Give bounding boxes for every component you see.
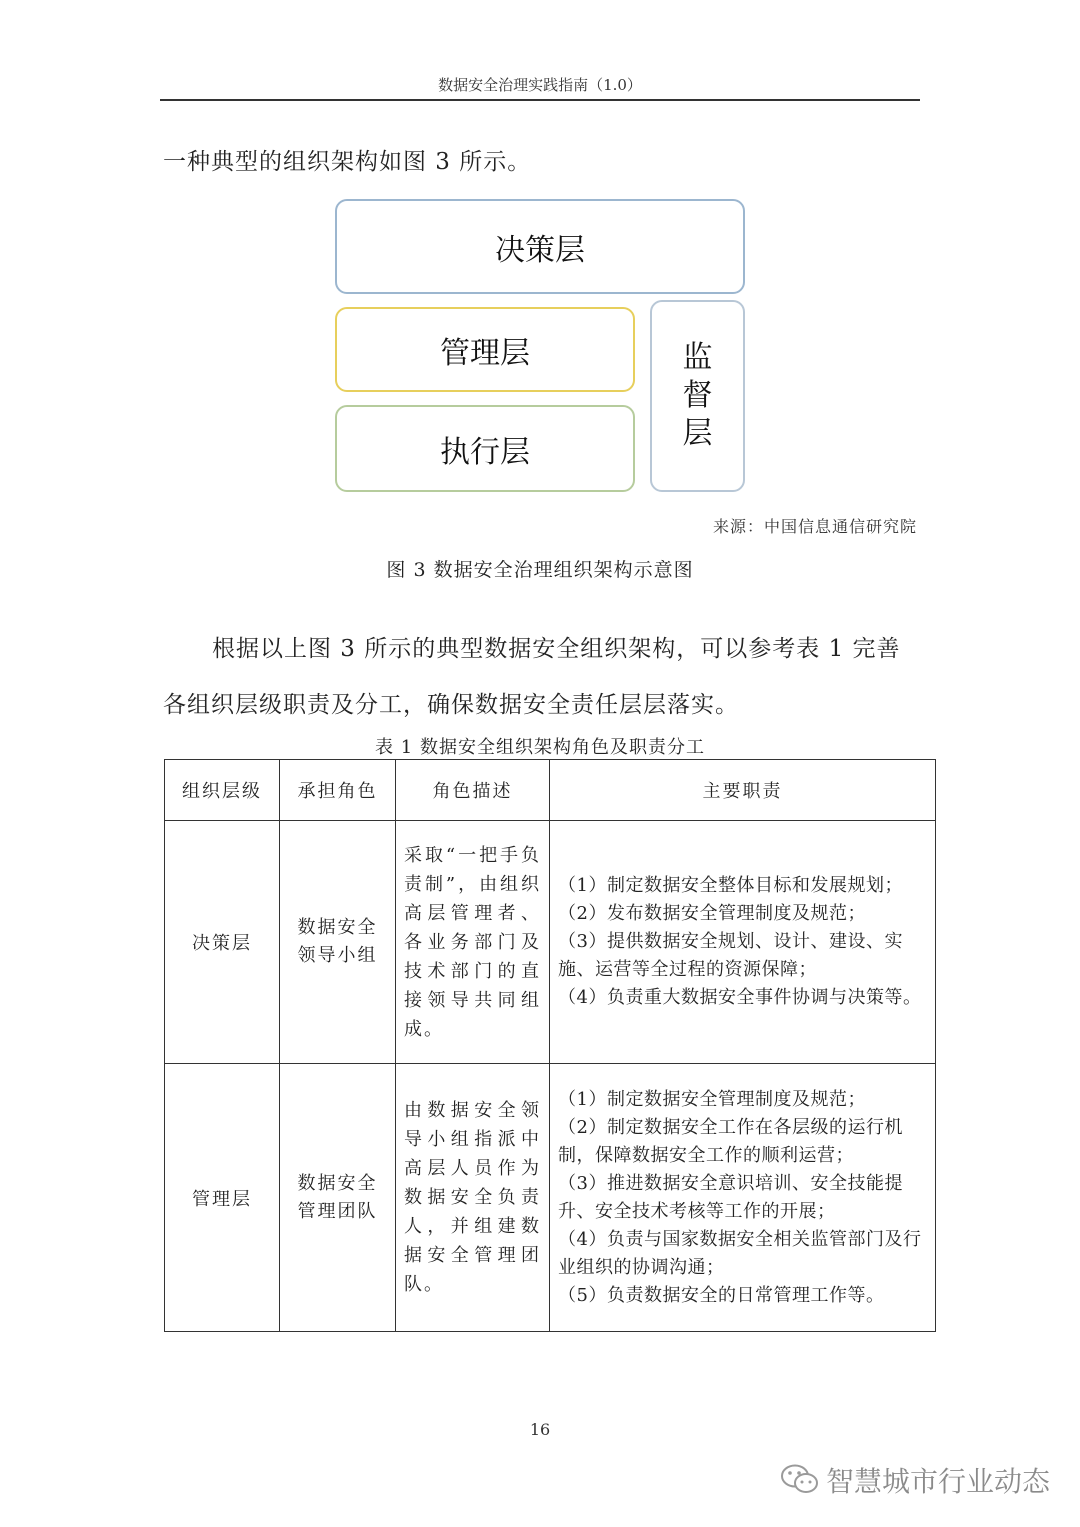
column-header: 承担角色 bbox=[280, 760, 396, 821]
table-row bbox=[165, 1064, 936, 1332]
column-header: 角色描述 bbox=[396, 760, 550, 821]
supervision-char: 监 bbox=[682, 340, 713, 375]
column-header: 组织层级 bbox=[165, 760, 280, 821]
role-line: 数据安全 bbox=[297, 917, 378, 938]
duty-item: （4）负责与国家数据安全相关监管部门及行业组织的协调沟通； bbox=[558, 1228, 922, 1278]
role-line: 领导小组 bbox=[297, 945, 378, 966]
table-row bbox=[165, 821, 936, 1064]
duty-item: （3）提供数据安全规划、设计、建设、实施、运营等全过程的资源保障； bbox=[558, 931, 903, 980]
duty-item: （2）制定数据安全工作在各层级的运行机制，保障数据安全工作的顺利运营； bbox=[558, 1116, 903, 1166]
management-layer-box bbox=[335, 307, 635, 392]
header-rule bbox=[160, 99, 920, 101]
execution-layer-box bbox=[335, 405, 635, 492]
role-line: 数据安全 bbox=[297, 1172, 378, 1194]
duty-item: （1）制定数据安全整体目标和发展规划； bbox=[558, 875, 903, 896]
level-cell: 决策层 bbox=[165, 821, 280, 1064]
description-cell: 由数据安全领导小组指派中高层人员作为数据安全负责人，并组建数据安全管理团队。 bbox=[396, 1064, 550, 1332]
level-cell: 管理层 bbox=[165, 1064, 280, 1332]
intro-paragraph: 一种典型的组织架构如图 3 所示。 bbox=[163, 149, 532, 175]
duties-cell bbox=[550, 1064, 936, 1332]
duty-item: （2）发布数据安全管理制度及规范； bbox=[558, 903, 866, 924]
role-line: 管理团队 bbox=[297, 1200, 378, 1222]
table-caption: 表 1 数据安全组织架构角色及职责分工 bbox=[375, 737, 705, 758]
duty-item: （4）负责重大数据安全事件协调与决策等。 bbox=[558, 987, 922, 1008]
description-cell: 采取“一把手负责制”，由组织高层管理者、各业务部门及技术部门的直接领导共同组成。 bbox=[396, 821, 550, 1064]
supervision-char: 层 bbox=[682, 416, 713, 451]
wechat-icon bbox=[780, 1463, 820, 1497]
execution-layer-label: 执行层 bbox=[440, 434, 530, 470]
role-cell bbox=[280, 1064, 396, 1332]
body-paragraph-line-2: 各组织层级职责及分工，确保数据安全责任层层落实。 bbox=[163, 692, 739, 718]
watermark bbox=[780, 1458, 1050, 1502]
roles-duties-table bbox=[164, 759, 936, 1332]
column-header: 主要职责 bbox=[550, 760, 936, 821]
body-paragraph-line-1: 根据以上图 3 所示的典型数据安全组织架构，可以参考表 1 完善 bbox=[212, 636, 901, 662]
figure-caption: 图 3 数据安全治理组织架构示意图 bbox=[386, 559, 694, 581]
duty-item: （1）制定数据安全管理制度及规范； bbox=[558, 1088, 866, 1110]
duty-item: （5）负责数据安全的日常管理工作等。 bbox=[558, 1284, 885, 1306]
supervision-char: 督 bbox=[682, 378, 713, 413]
watermark-text: 智慧城市行业动态 bbox=[826, 1465, 1051, 1498]
duties-cell bbox=[550, 821, 936, 1064]
figure-source: 来源：中国信息通信研究院 bbox=[712, 517, 917, 536]
supervision-layer-box bbox=[650, 300, 745, 492]
running-header: 数据安全治理实践指南（1.0） bbox=[438, 76, 642, 94]
role-cell bbox=[280, 821, 396, 1064]
management-layer-label: 管理层 bbox=[440, 335, 530, 371]
decision-layer-label: 决策层 bbox=[495, 232, 585, 268]
table-header-row bbox=[165, 760, 936, 821]
duty-item: （3）推进数据安全意识培训、安全技能提升、安全技术考核等工作的开展； bbox=[558, 1172, 903, 1222]
page-number: 16 bbox=[529, 1420, 551, 1439]
decision-layer-box bbox=[335, 199, 745, 294]
